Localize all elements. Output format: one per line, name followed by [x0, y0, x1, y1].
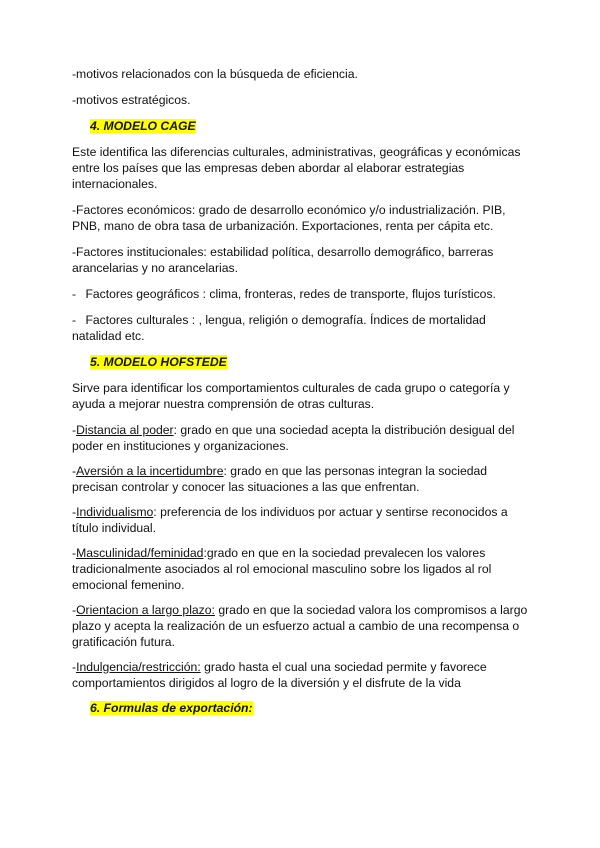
- paragraph-hofstede-description: Sirve para identificar los comportamientos culturales de cada grupo o categoría y ayuda a mejorar nuestra comprensión de otras culturas.: [72, 381, 510, 411]
- term-power-distance: Distancia al poder: [76, 423, 174, 437]
- paragraph-strategic-motives: -motivos estratégicos.: [72, 93, 191, 107]
- hofstede-item-power-distance: [72, 422, 528, 454]
- heading-cage-model: [72, 118, 528, 134]
- term-indulgence: Indulgencia/restricción:: [76, 660, 201, 674]
- paragraph-economic-factors: -Factores económicos: grado de desarrollo económico y/o industrialización. PIB, PNB, mano de obra tasa de urbanización. Exportaciones, renta per cápita etc.: [72, 203, 506, 233]
- item-prefix: -: [72, 603, 77, 617]
- paragraph-institutional-factors: -Factores institucionales: estabilidad política, desarrollo demográfico, barreras arancelarias y no arancelarias.: [72, 245, 494, 275]
- hofstede-item-masculinity: [72, 545, 528, 593]
- item-text: : grado en que una sociedad acepta la distribución desigual del poder en instituciones y organizaciones.: [72, 423, 515, 453]
- term-individualism: Individualismo: [76, 505, 154, 519]
- document-body: [72, 66, 528, 726]
- hofstede-item-long-term-orientation: [72, 602, 528, 650]
- item-prefix: -: [72, 464, 77, 478]
- dash-marker: -: [72, 313, 77, 327]
- paragraph-efficiency-motives: -motivos relacionados con la búsqueda de eficiencia.: [72, 67, 358, 81]
- item-text: grado en que la sociedad valora los compromisos a largo plazo y acepta la realización de un esfuerzo actual a cambio de una recompensa o gratificación futura.: [72, 603, 528, 649]
- hofstede-item-uncertainty-avoidance: [72, 463, 528, 495]
- heading-export-formulas-text: 6. Formulas de exportación:: [90, 701, 253, 715]
- cultural-factors-text: Factores culturales : , lengua, religión o demografía. Índices de mortalidad natalidad etc.: [72, 313, 486, 343]
- hofstede-item-indulgence: [72, 659, 528, 691]
- item-text: grado hasta el cual una sociedad permite y favorece comportamientos dirigidos al logro de la diversión y el disfrute de la vida: [72, 660, 487, 690]
- hofstede-item-individualism: [72, 504, 528, 536]
- dash-marker: -: [72, 287, 77, 301]
- paragraph-geographic-factors: [72, 286, 528, 302]
- item-prefix: -: [72, 546, 77, 560]
- heading-hofstede-model: [72, 354, 528, 370]
- item-text: : preferencia de los individuos por actuar y sentirse reconocidos a título individual.: [72, 505, 508, 535]
- term-masculinity: Masculinidad/feminidad: [76, 546, 204, 560]
- geographic-factors-text: Factores geográficos : clima, fronteras, redes de transporte, flujos turísticos.: [85, 287, 496, 301]
- item-prefix: -: [72, 505, 77, 519]
- item-text: : grado en que las personas integran la sociedad precisan controlar y conocer las situaciones a las que enfrentan.: [72, 464, 488, 494]
- paragraph-cultural-factors: [72, 312, 528, 344]
- item-prefix: -: [72, 423, 77, 437]
- heading-cage-model-text: 4. MODELO CAGE: [90, 119, 196, 133]
- item-prefix: -: [72, 660, 77, 674]
- paragraph-cage-description: Este identifica las diferencias culturales, administrativas, geográficas y económicas entre los países que las empresas deben abordar al elaborar estrategias internacionales.: [72, 145, 521, 191]
- term-long-term-orientation: Orientacion a largo plazo:: [76, 603, 215, 617]
- heading-export-formulas: [72, 700, 528, 716]
- term-uncertainty-avoidance: Aversión a la incertidumbre: [76, 464, 224, 478]
- heading-hofstede-model-text: 5. MODELO HOFSTEDE: [90, 355, 227, 369]
- item-text: :grado en que en la sociedad prevalecen los valores tradicionalmente asociados al rol emocional masculino sobre los ligados al rol emocional femenino.: [72, 546, 492, 592]
